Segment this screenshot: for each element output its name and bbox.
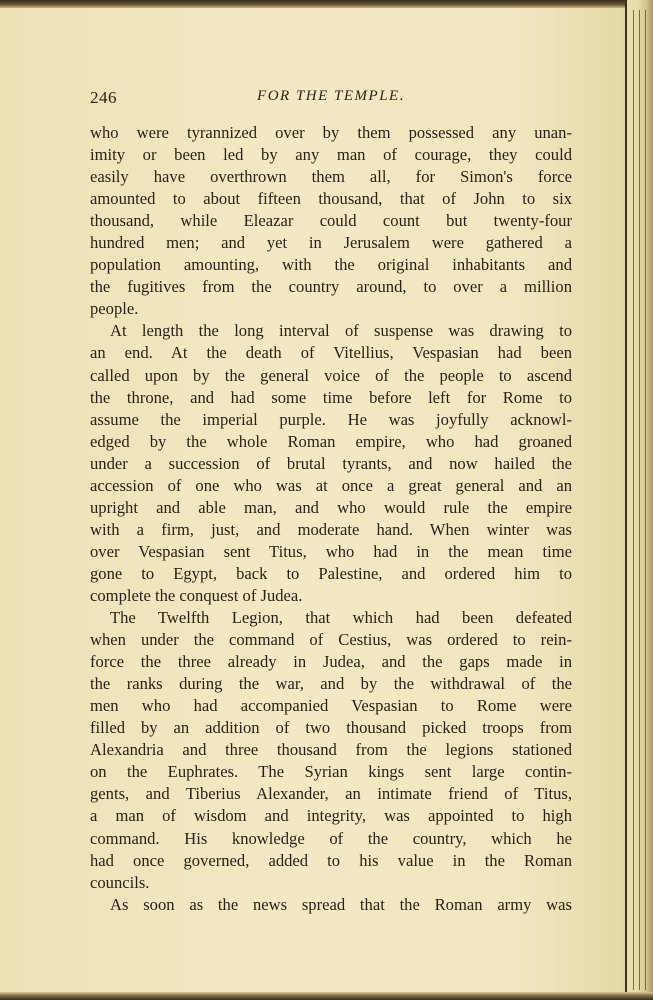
text-line: upright and able man, and who would rule the empire bbox=[90, 497, 572, 517]
text-line: edged by the whole Roman empire, who had groaned bbox=[90, 431, 572, 451]
page-top-edge bbox=[0, 0, 653, 8]
text-line: At length the long interval of suspense was drawing to bbox=[110, 321, 572, 341]
page-number: 246 bbox=[90, 88, 117, 107]
text-line: As soon as the news spread that the Roman army was bbox=[110, 894, 572, 914]
text-line: command. His knowledge of the country, which he bbox=[90, 828, 572, 848]
text-line: men who had accompanied Vespasian to Rome were bbox=[90, 696, 572, 716]
text-line: gone to Egypt, back to Palestine, and ordered him to bbox=[90, 563, 572, 583]
text-line: a man of wisdom and integrity, was appointed to high bbox=[90, 806, 572, 826]
text-line: the fugitives from the country around, to over a million bbox=[90, 277, 572, 297]
text-line: had once governed, added to his value in the Roman bbox=[90, 850, 572, 870]
text-line: accession of one who was at once a great general and an bbox=[90, 475, 572, 495]
paragraph bbox=[90, 894, 572, 916]
page-edge-line bbox=[639, 10, 640, 990]
text-line: amounted to about fifteen thousand, that of John to six bbox=[90, 189, 572, 209]
text-line: the throne, and had some time before left for Rome to bbox=[90, 387, 572, 407]
text-line: under a succession of brutal tyrants, and now hailed the bbox=[90, 453, 572, 473]
page-edge-line bbox=[645, 10, 646, 990]
text-line: people. bbox=[90, 299, 139, 319]
text-line: who were tyrannized over by them possessed any unan- bbox=[90, 123, 572, 142]
text-line: filled by an addition of two thousand picked troops from bbox=[90, 718, 572, 738]
text-line: with a firm, just, and moderate hand. When winter was bbox=[90, 519, 572, 539]
paragraph bbox=[90, 607, 572, 894]
text-line: an end. At the death of Vitellius, Vespasian had been bbox=[90, 343, 572, 363]
running-head: FOR THE TEMPLE. bbox=[257, 88, 405, 104]
text-line: called upon by the general voice of the people to ascend bbox=[90, 365, 572, 385]
page-bottom-edge bbox=[0, 992, 653, 1000]
text-line: when under the command of Cestius, was ordered to rein- bbox=[90, 630, 572, 650]
page-header bbox=[90, 88, 572, 112]
text-line: imity or been led by any man of courage, they could bbox=[90, 145, 572, 165]
body-text bbox=[90, 122, 572, 916]
text-line: assume the imperial purple. He was joyfully acknowl- bbox=[90, 409, 572, 429]
paragraph bbox=[90, 122, 572, 320]
text-line: the ranks during the war, and by the withdrawal of the bbox=[90, 674, 572, 694]
text-line: easily have overthrown them all, for Simon's force bbox=[90, 167, 572, 187]
text-line: population amounting, with the original inhabitants and bbox=[90, 255, 572, 275]
text-line: over Vespasian sent Titus, who had in the mean time bbox=[90, 541, 572, 561]
text-line: Alexandria and three thousand from the legions stationed bbox=[90, 740, 572, 760]
text-line: complete the conquest of Judea. bbox=[90, 585, 303, 605]
text-line: gents, and Tiberius Alexander, an intimate friend of Titus, bbox=[90, 784, 572, 804]
text-line: councils. bbox=[90, 872, 150, 892]
page-edge-line bbox=[633, 10, 634, 990]
text-line: The Twelfth Legion, that which had been defeated bbox=[110, 608, 572, 628]
text-line: force the three already in Judea, and the gaps made in bbox=[90, 652, 572, 672]
text-line: thousand, while Eleazar could count but twenty-four bbox=[90, 211, 572, 231]
text-line: hundred men; and yet in Jerusalem were gathered a bbox=[90, 233, 572, 253]
book-fore-edge bbox=[625, 0, 653, 1000]
text-line: on the Euphrates. The Syrian kings sent large contin- bbox=[90, 762, 572, 782]
paragraph bbox=[90, 320, 572, 607]
